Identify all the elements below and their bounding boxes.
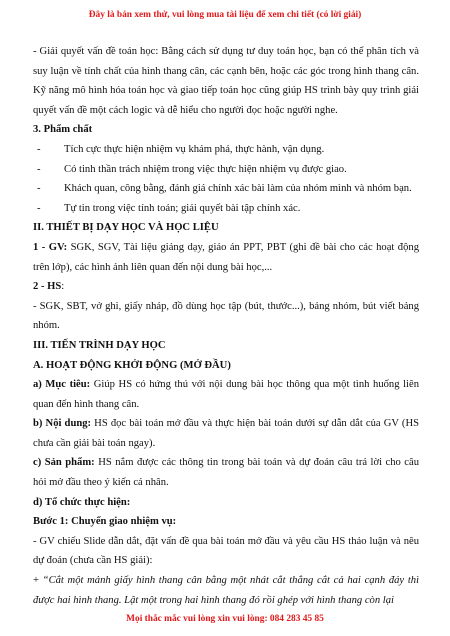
noi-dung-label: b) Nội dung: xyxy=(33,418,92,430)
bullet-list xyxy=(33,140,419,218)
hs-colon: : xyxy=(61,281,65,293)
list-item-text: Tự tin trong việc tính toán; giải quyết bài tập chính xác. xyxy=(64,202,301,214)
list-item-text: Tích cực thực hiện nhiệm vụ khám phá, thực hành, vận dụng. xyxy=(64,143,325,155)
paragraph-gv-task: - GV chiếu Slide dẫn dắt, đặt vấn đề qua bài toán mở đầu và yêu cầu HS thảo luận và nêu dự đoán (chưa cần HS giải): xyxy=(33,535,419,567)
heading-tien-trinh: III. TIẾN TRÌNH DẠY HỌC xyxy=(33,339,166,351)
paragraph-hs-label xyxy=(33,277,419,297)
heading-pham-chat: 3. Phẩm chất xyxy=(33,124,93,136)
quote-text: “Cắt một mảnh giấy hình thang cân bằng một nhát cắt thẳng cắt cả hai cạnh đáy thì được hai hình thang. Lật một trong hai hình thang đó rồi ghép với hình thang còn lại xyxy=(33,575,420,606)
list-item: - Có tinh thần trách nhiệm trong việc thực hiện nhiệm vụ được giao. xyxy=(37,163,347,175)
noi-dung-text: HS đọc bài toán mở đầu và thực hiện bài toán dưới sự dẫn dắt của GV (HS chưa cần giải bài toán ngay). xyxy=(33,418,419,449)
paragraph-gv-materials xyxy=(33,238,419,277)
contact-notice-banner: Mọi thắc mắc vui lòng xin vui lòng: 084 283 45 85 xyxy=(126,614,324,624)
preview-notice-banner: Đây là bản xem thử, vui lòng mua tài liệu để xem chi tiết (có lời giải) xyxy=(88,10,362,20)
heading-thiet-bi: II. THIẾT BỊ DẠY HỌC VÀ HỌC LIỆU xyxy=(33,222,219,234)
list-item: - Tự tin trong việc tính toán; giải quyết bài tập chính xác. xyxy=(37,202,301,214)
paragraph-hs-materials: - SGK, SBT, vở ghi, giấy nháp, đồ dùng học tập (bút, thước...), bảng nhóm, bút viết bảng nhóm. xyxy=(33,300,419,332)
heading-to-chuc: d) Tổ chức thực hiện: xyxy=(33,496,131,508)
muc-tieu-label: a) Mục tiêu: xyxy=(33,379,91,391)
gv-label: 1 - GV: xyxy=(33,241,68,253)
san-pham-text: HS nắm được các thông tin trong bài toán và dự đoán câu trả lời cho câu hỏi mở đầu theo ý kiến cá nhân. xyxy=(33,457,419,489)
quote-prefix: + xyxy=(33,575,43,587)
gv-text: SGK, SGV, Tài liệu giảng dạy, giáo án PPT, PBT (ghi đề bài cho các hoạt động trên lớp), các hình ảnh liên quan đến nội dung bài học,... xyxy=(33,241,419,273)
paragraph-san-pham xyxy=(33,453,419,492)
heading-buoc-1: Bước 1: Chuyển giao nhiệm vụ: xyxy=(33,516,177,528)
muc-tieu-text: Giúp HS có hứng thú với nội dung bài học thông qua một tình huống liên quan đến hình thang cân. xyxy=(33,379,419,410)
list-item-text: Khách quan, công bằng, đánh giá chính xác bài làm của nhóm mình và nhóm bạn. xyxy=(64,183,412,195)
hs-label: 2 - HS xyxy=(33,281,62,293)
list-item-text: Có tinh thần trách nhiệm trong việc thực hiện nhiệm vụ được giao. xyxy=(64,163,347,175)
paragraph-noi-dung xyxy=(33,414,419,453)
list-item: - Khách quan, công bằng, đánh giá chính xác bài làm của nhóm mình và nhóm bạn. xyxy=(37,183,412,195)
paragraph-problem-solving: - Giải quyết vấn đề toán học: Bằng cách sử dụng tư duy toán học, bạn có thể phân tích và suy luận về tính chất của hình thang cân, các cạnh bên, hoặc các góc trong hình thang cân. Kỹ năng mô hình hóa toán học và giao tiếp toán học cũng giúp HS trình bày quy trình giải quyết vấn đề một cách logic và dễ hiểu cho người đọc hoặc người nghe. xyxy=(33,46,419,116)
paragraph-muc-tieu xyxy=(33,375,419,414)
list-item: - Tích cực thực hiện nhiệm vụ khám phá, thực hành, vận dụng. xyxy=(37,143,325,155)
paragraph-quote xyxy=(33,571,419,610)
heading-hoat-dong-khoi-dong: A. HOẠT ĐỘNG KHỞI ĐỘNG (MỞ ĐẦU) xyxy=(33,359,231,371)
document-body xyxy=(33,42,419,610)
san-pham-label: c) Sản phẩm: xyxy=(33,457,95,469)
